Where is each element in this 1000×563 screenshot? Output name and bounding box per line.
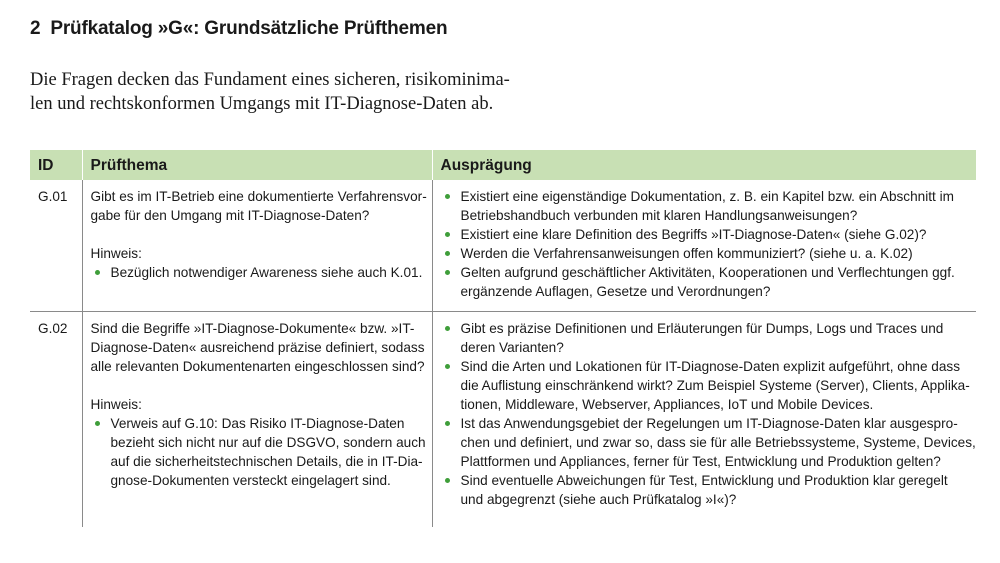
- detail-item: [441, 414, 976, 471]
- section-heading: [30, 18, 447, 40]
- topic-line: Sind die Begriffe »IT-Diagnose-Dokumente« bzw. »IT-: [90, 321, 415, 336]
- table-row: [30, 180, 976, 312]
- header-detail: Ausprägung: [432, 150, 976, 180]
- detail-list: [441, 187, 969, 301]
- detail-item: [441, 357, 969, 414]
- intro-line: Die Fragen decken das Fundament eines sicheren, risikominima-: [30, 70, 510, 90]
- detail-item: [441, 225, 969, 244]
- detail-line: tionen, Middleware, Webserver, Appliances, IoT und Mobile Devices.: [460, 397, 874, 412]
- intro-paragraph: [30, 68, 590, 116]
- detail-line: Betriebshandbuch verbunden mit klaren Handlungsanweisungen?: [460, 208, 858, 223]
- hint-line: auf die sicherheitstechnischen Details, die in IT-Dia-: [110, 454, 423, 469]
- detail-line: Existiert eine klare Definition des Begriffs »IT-Diagnose-Daten« (siehe G.02)?: [460, 227, 927, 242]
- detail-line: ergänzende Auflagen, Gesetze und Verordnungen?: [460, 284, 771, 299]
- detail-line: Existiert eine eigenständige Dokumentation, z. B. ein Kapitel bzw. ein Abschnitt im: [460, 189, 954, 204]
- row-topic: [82, 312, 432, 528]
- hint-label: Hinweis:: [90, 397, 142, 412]
- hint-line: bezieht sich nicht nur auf die DSGVO, sondern auch: [110, 435, 426, 450]
- header-id: ID: [30, 150, 82, 180]
- table-row: [30, 312, 976, 528]
- table-header-row: [30, 150, 976, 180]
- intro-line: len und rechtskonformen Umgangs mit IT-Diagnose-Daten ab.: [30, 94, 494, 114]
- topic-line: Gibt es im IT-Betrieb eine dokumentierte Verfahrensvor-: [90, 189, 427, 204]
- section-number: 2: [30, 18, 41, 39]
- topic-line: Diagnose-Daten« ausreichend präzise definiert, sodass: [90, 340, 425, 355]
- detail-line: Sind eventuelle Abweichungen für Test, Entwicklung und Produktion klar geregelt: [460, 473, 948, 488]
- detail-line: deren Varianten?: [460, 340, 564, 355]
- hint-item: [91, 414, 424, 490]
- hint-list: [91, 414, 424, 490]
- row-details: [432, 312, 976, 528]
- detail-item: [441, 263, 969, 301]
- hint-line: Verweis auf G.10: Das Risiko IT-Diagnose-Daten: [110, 416, 405, 431]
- row-id: G.01: [30, 180, 82, 312]
- spacer: [91, 225, 424, 244]
- header-topic: Prüfthema: [82, 150, 432, 180]
- row-topic: [82, 180, 432, 312]
- hint-line: gnose-Dokumenten versteckt eingelagert sind.: [110, 473, 391, 488]
- detail-item: [441, 319, 969, 357]
- spacer: [91, 376, 424, 395]
- hint-label: Hinweis:: [90, 246, 142, 261]
- topic-line: gabe für den Umgang mit IT-Diagnose-Daten?: [90, 208, 370, 223]
- section-title: Prüfkatalog »G«: Grundsätzliche Prüfthemen: [50, 18, 448, 39]
- detail-line: Gelten aufgrund geschäftlicher Aktivitäten, Kooperationen und Verflechtungen ggf.: [460, 265, 955, 280]
- detail-line: und abgegrenzt (siehe auch Prüfkatalog »I«)?: [460, 492, 737, 507]
- row-details: [432, 180, 976, 312]
- detail-line: Plattformen und Appliances, ferner für Test, Entwicklung und Produktion gelten?: [460, 454, 941, 469]
- hint-line: Bezüglich notwendiger Awareness siehe auch K.01.: [110, 265, 423, 280]
- detail-line: Sind die Arten und Lokationen für IT-Diagnose-Daten explizit aufgeführt, ohne dass: [460, 359, 961, 374]
- detail-line: die Auflistung einschränkend wirkt? Zum Beispiel Systeme (Server), Clients, Applika-: [460, 378, 970, 393]
- detail-list: [441, 319, 976, 509]
- audit-catalog-table: [30, 150, 976, 527]
- topic-line: alle relevanten Dokumentenarten eingeschlossen sind?: [90, 359, 425, 374]
- detail-line: Gibt es präzise Definitionen und Erläuterungen für Dumps, Logs und Traces und: [460, 321, 944, 336]
- detail-line: chen und definiert, und zwar so, dass sie für alle Betriebssysteme, Systeme, Devices,: [460, 435, 976, 450]
- detail-line: Ist das Anwendungsgebiet der Regelungen um IT-Diagnose-Daten klar ausgespro-: [460, 416, 958, 431]
- detail-line: Werden die Verfahrensanweisungen offen kommuniziert? (siehe u. a. K.02): [460, 246, 913, 261]
- row-id: G.02: [30, 312, 82, 528]
- detail-item: [441, 187, 969, 225]
- hint-item: [91, 263, 424, 282]
- detail-item: [441, 244, 969, 263]
- detail-item: [441, 471, 969, 509]
- hint-list: [91, 263, 424, 282]
